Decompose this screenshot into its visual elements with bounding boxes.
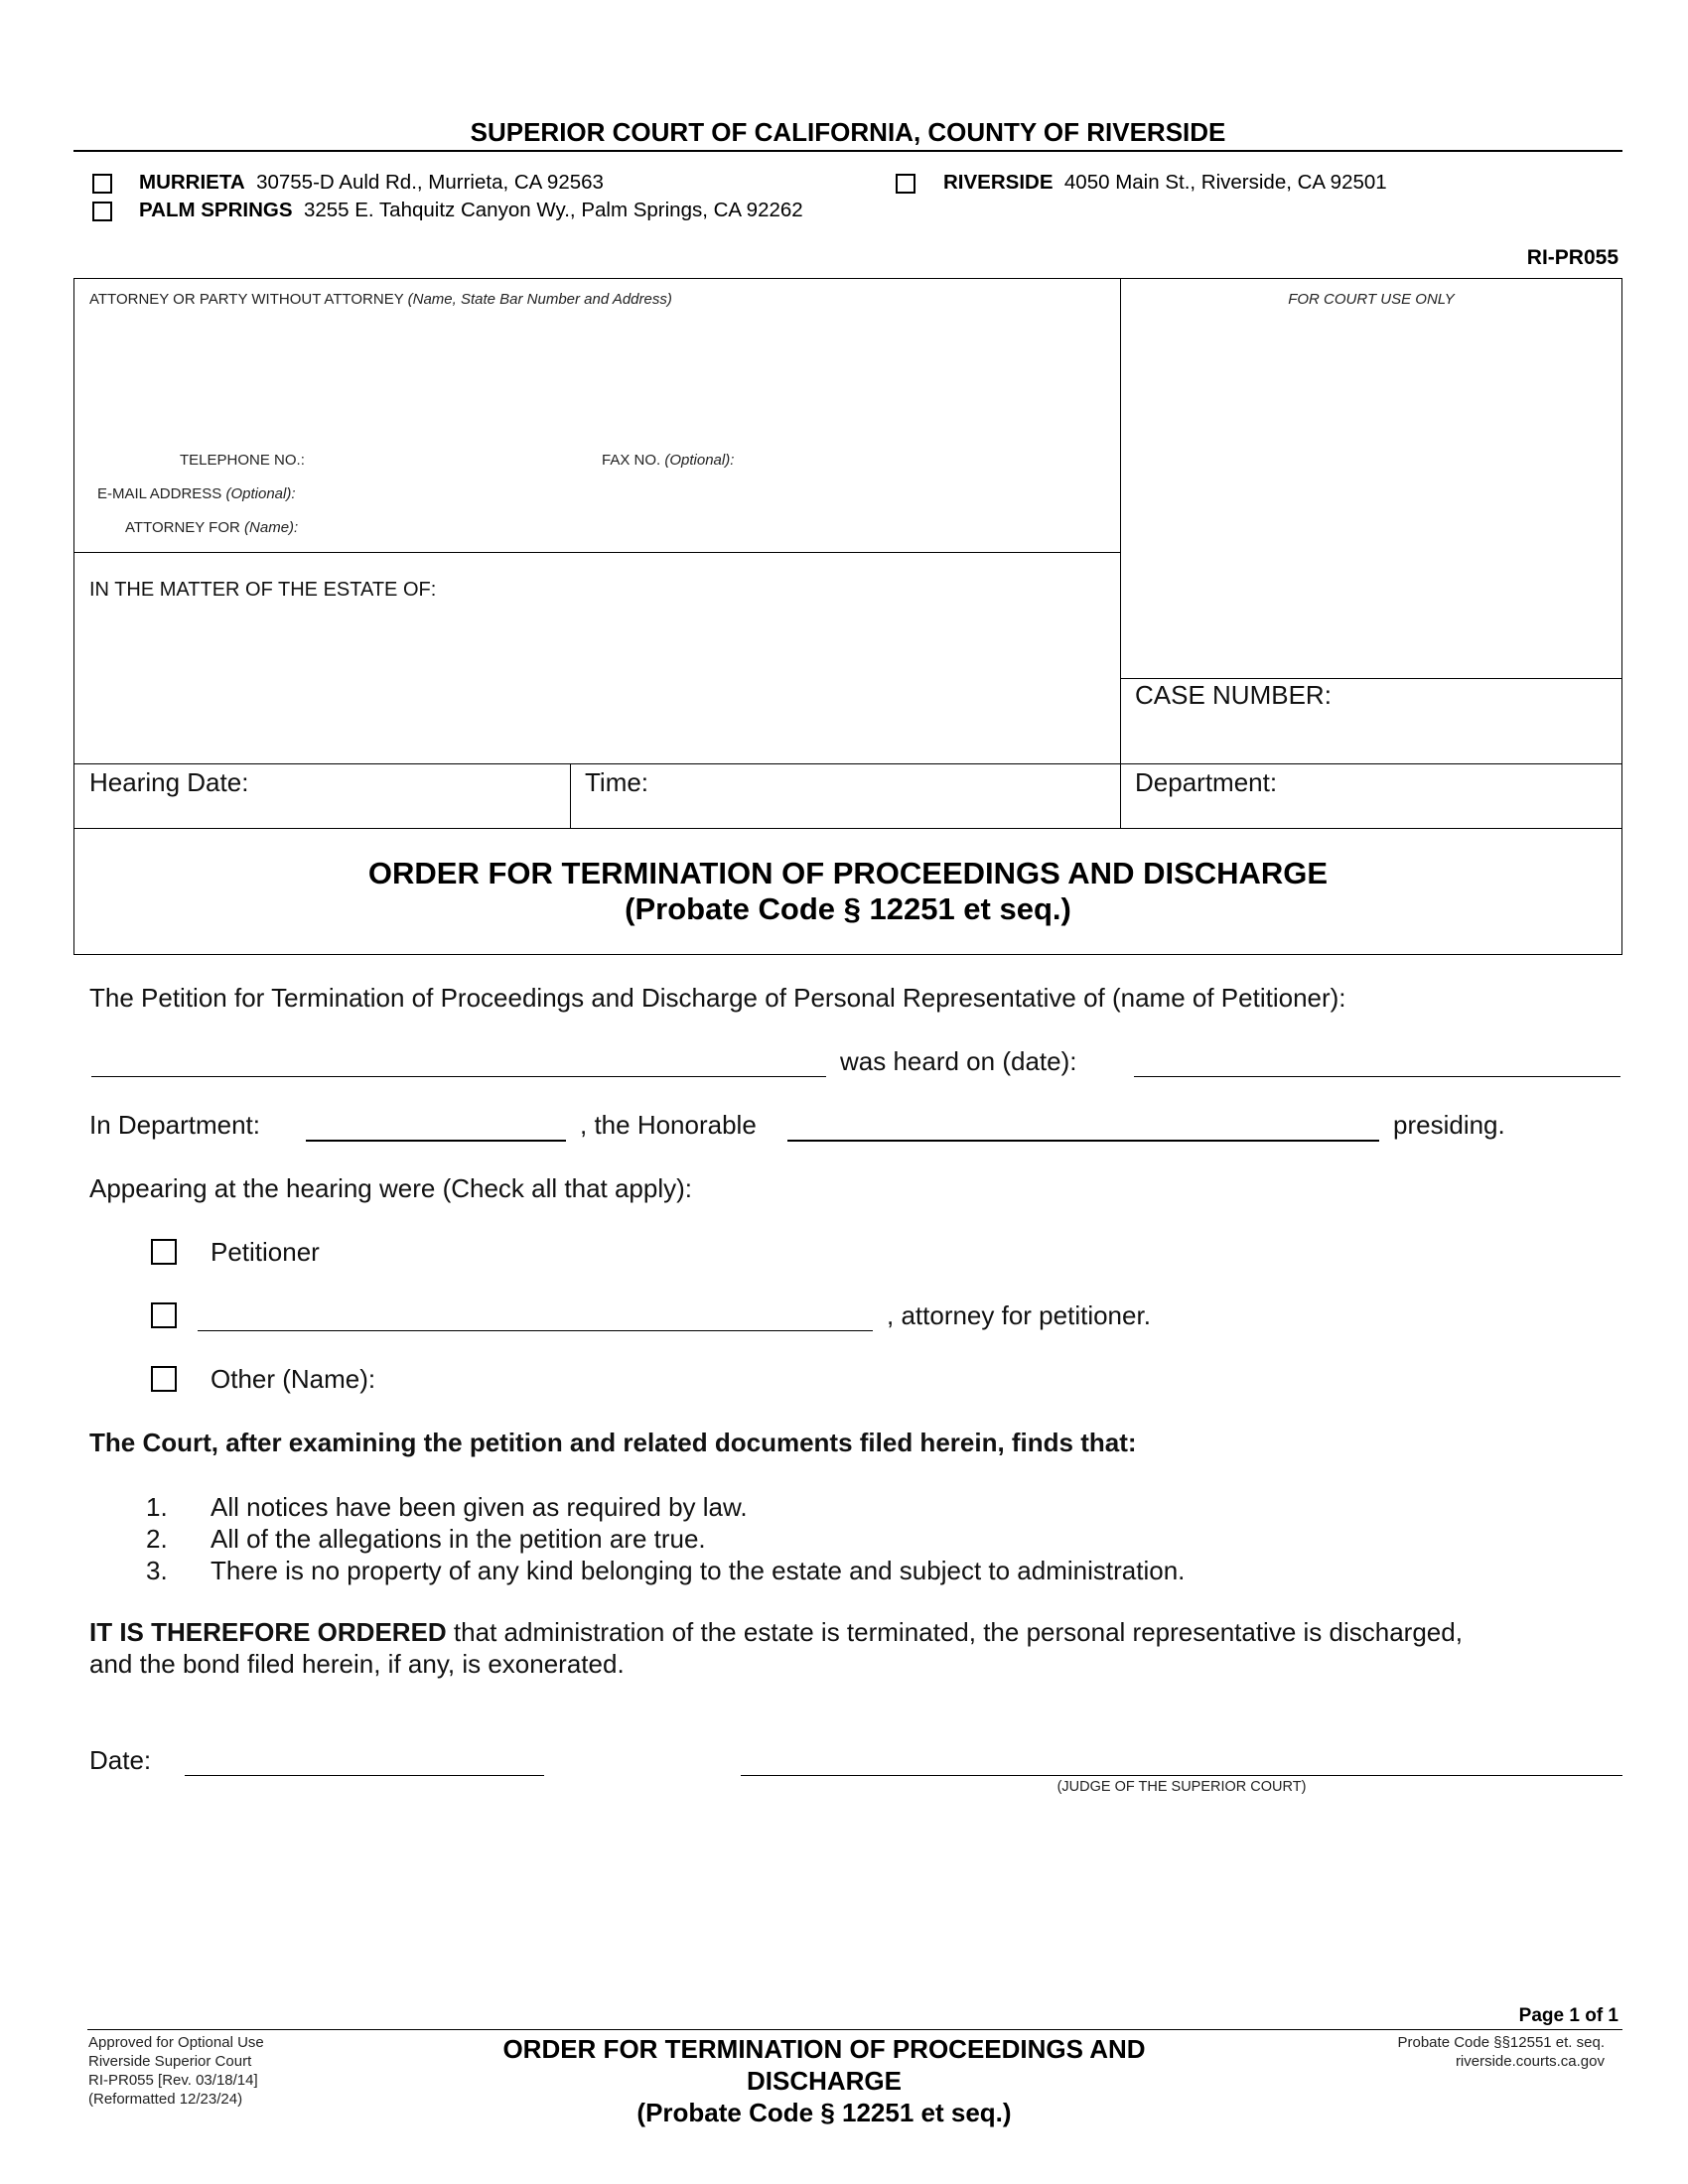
footer-title-line: DISCHARGE <box>746 2066 902 2096</box>
fax-label-text: FAX NO. <box>602 452 661 469</box>
hearing-divider-1 <box>570 763 571 828</box>
telephone-label: TELEPHONE NO.: <box>180 452 305 469</box>
finding-number: 1. <box>146 1492 168 1522</box>
attorney-block-divider <box>73 552 1120 553</box>
judge-caption: (JUDGE OF THE SUPERIOR COURT) <box>1056 1779 1307 1795</box>
department-line[interactable] <box>306 1140 566 1142</box>
telephone-input[interactable] <box>328 445 576 471</box>
petition-text: The Petition for Termination of Proceedings and Discharge of Personal Representative of (name of Petitioner): <box>89 983 1346 1013</box>
findings-list <box>146 1491 1185 1586</box>
attorney-for-text: ATTORNEY FOR <box>125 519 240 536</box>
fax-label <box>602 452 734 469</box>
hearing-row-bottom <box>73 828 1622 829</box>
finding-item <box>146 1491 1185 1523</box>
document-title <box>73 856 1622 927</box>
finding-number: 3. <box>146 1556 168 1585</box>
appearing-label: Appearing at the hearing were (Check all that apply): <box>89 1173 693 1203</box>
location-name: PALM SPRINGS <box>139 199 293 221</box>
footer-left-line: Approved for Optional Use <box>88 2034 264 2051</box>
footer-left-line: Riverside Superior Court <box>88 2053 252 2070</box>
footer-title <box>377 2033 1271 2128</box>
heard-on-label: was heard on (date): <box>840 1046 1077 1076</box>
caption-box <box>73 278 1622 955</box>
palm-springs-checkbox[interactable] <box>92 202 112 221</box>
footer-left-line: RI-PR055 [Rev. 03/18/14] <box>88 2072 258 2089</box>
form-id: RI-PR055 <box>1526 246 1618 269</box>
location-address: 30755-D Auld Rd., Murrieta, CA 92563 <box>256 171 604 194</box>
email-label-hint: (Optional): <box>225 485 296 502</box>
footer-title-line: (Probate Code § 12251 et seq.) <box>636 2098 1012 2127</box>
order-rest: that administration of the estate is terminated, the personal representative is discharged, <box>446 1617 1463 1647</box>
attorney-label-text: ATTORNEY OR PARTY WITHOUT ATTORNEY <box>89 291 404 308</box>
court-use-label <box>1120 291 1622 308</box>
footer-left <box>88 2033 264 2109</box>
hearing-row-top <box>73 763 1622 764</box>
location-name: RIVERSIDE <box>943 171 1054 194</box>
attorney-name-line[interactable] <box>198 1330 873 1331</box>
estate-of-label: IN THE MATTER OF THE ESTATE OF: <box>89 579 437 601</box>
attorney-for-petitioner-label: , attorney for petitioner. <box>887 1300 1151 1330</box>
hearing-date-label: Hearing Date: <box>89 767 249 797</box>
petitioner-name-line[interactable] <box>91 1076 826 1077</box>
footer-website[interactable]: riverside.courts.ca.gov <box>1455 2053 1605 2070</box>
location-address: 4050 Main St., Riverside, CA 92501 <box>1063 171 1387 194</box>
finding-item <box>146 1555 1185 1586</box>
footer-right <box>1398 2033 1606 2071</box>
email-label <box>97 485 296 502</box>
time-label: Time: <box>585 767 649 797</box>
court-use-text: FOR COURT USE ONLY <box>1288 291 1455 308</box>
footer-right-line: Probate Code §§12551 et. seq. <box>1397 2034 1605 2051</box>
location-palm-springs <box>139 199 803 222</box>
footer-title-line: ORDER FOR TERMINATION OF PROCEEDINGS AND <box>502 2034 1146 2064</box>
petitioner-label: Petitioner <box>211 1237 320 1267</box>
murrieta-checkbox[interactable] <box>92 174 112 194</box>
caption-vertical-divider <box>1120 278 1121 828</box>
attorney-label-hint: (Name, State Bar Number and Address) <box>407 291 672 308</box>
other-name-label: Other (Name): <box>211 1364 376 1394</box>
finding-item <box>146 1523 1185 1555</box>
court-title: SUPERIOR COURT OF CALIFORNIA, COUNTY OF RIVERSIDE <box>470 117 1226 147</box>
footer-left-line: (Reformatted 12/23/24) <box>88 2091 243 2108</box>
judge-name-line[interactable] <box>787 1140 1379 1142</box>
document-title-line1: ORDER FOR TERMINATION OF PROCEEDINGS AND DISCHARGE <box>367 856 1329 890</box>
court-finds-heading: The Court, after examining the petition and related documents filed herein, finds that: <box>89 1428 1137 1457</box>
order-line-1 <box>89 1616 1638 1648</box>
date-signature-line[interactable] <box>185 1775 544 1776</box>
finding-text: All of the allegations in the petition are true. <box>211 1524 706 1554</box>
footer-divider <box>87 2029 1622 2030</box>
email-label-text: E-MAIL ADDRESS <box>97 485 222 502</box>
attorney-for-hint: (Name): <box>244 519 299 536</box>
petitioner-checkbox[interactable] <box>151 1239 177 1265</box>
finding-text: All notices have been given as required by law. <box>211 1492 748 1522</box>
riverside-checkbox[interactable] <box>896 174 915 194</box>
date-label: Date: <box>89 1745 152 1775</box>
fax-label-hint: (Optional): <box>664 452 735 469</box>
order-bold: IT IS THEREFORE ORDERED <box>89 1617 447 1647</box>
finding-text: There is no property of any kind belonging to the estate and subject to administration. <box>211 1556 1186 1585</box>
in-department-label: In Department: <box>89 1110 260 1140</box>
case-number-label: CASE NUMBER: <box>1135 680 1332 710</box>
order-line-2: and the bond filed herein, if any, is exonerated. <box>89 1649 625 1679</box>
attorney-for-label <box>125 519 298 536</box>
order-paragraph <box>89 1616 1638 1680</box>
heard-date-line[interactable] <box>1134 1076 1620 1077</box>
location-address: 3255 E. Tahquitz Canyon Wy., Palm Springs, CA 92262 <box>303 199 803 221</box>
location-murrieta <box>139 171 604 195</box>
finding-number: 2. <box>146 1524 168 1554</box>
honorable-label: , the Honorable <box>580 1110 757 1140</box>
presiding-label: presiding. <box>1393 1110 1505 1140</box>
location-riverside <box>943 171 1387 195</box>
other-checkbox[interactable] <box>151 1366 177 1392</box>
header-divider <box>73 150 1622 152</box>
document-title-line2: (Probate Code § 12251 et seq.) <box>625 891 1071 926</box>
location-name: MURRIETA <box>139 171 245 194</box>
page-number: Page 1 of 1 <box>1518 2005 1618 2026</box>
attorney-label <box>89 291 672 308</box>
attorney-checkbox[interactable] <box>151 1302 177 1328</box>
judge-signature-line[interactable] <box>741 1775 1622 1776</box>
department-label: Department: <box>1135 767 1278 797</box>
